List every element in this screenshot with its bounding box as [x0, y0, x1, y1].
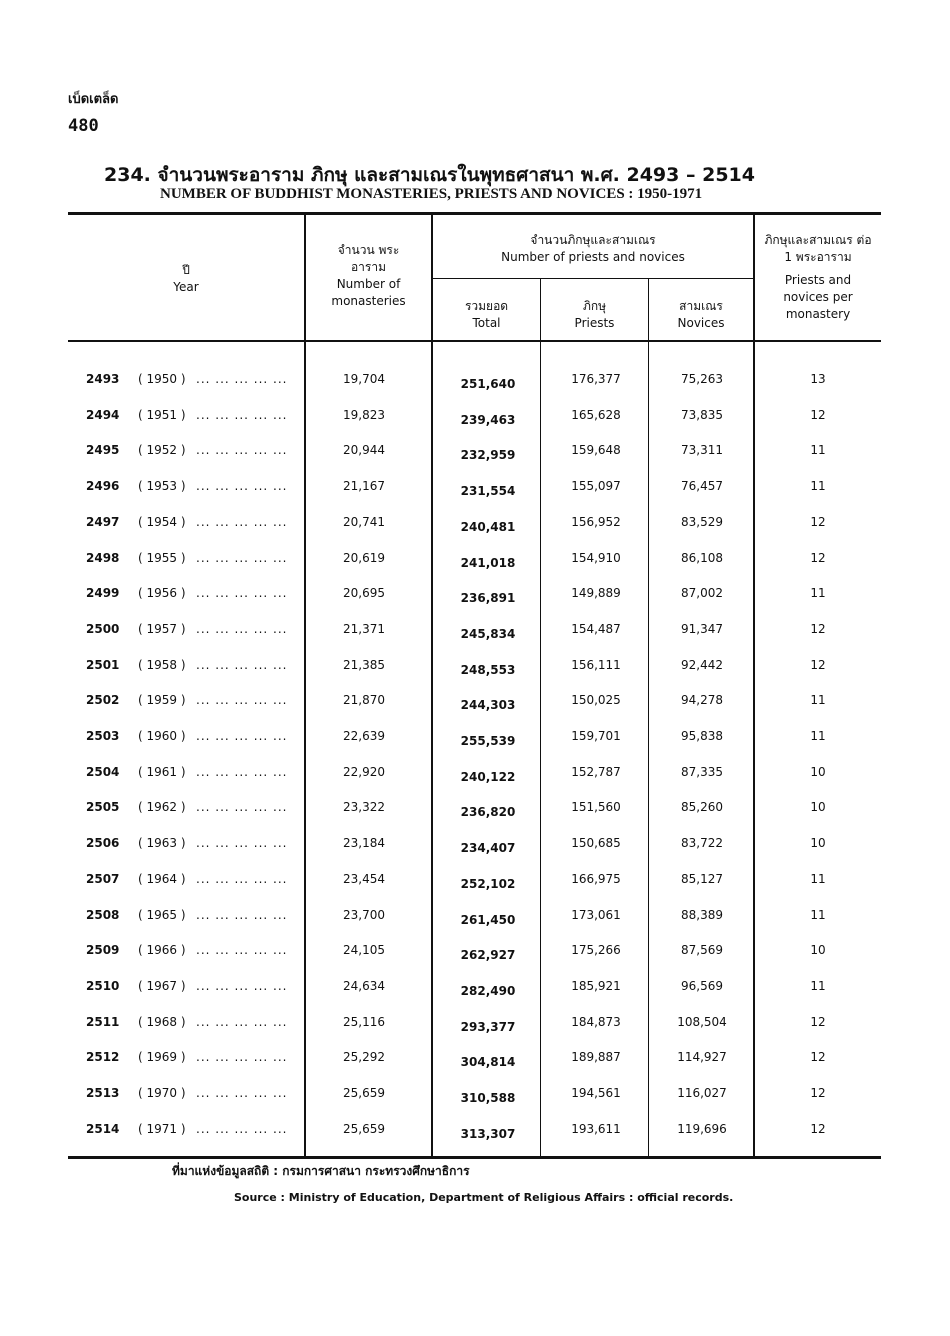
table-row: [68, 443, 881, 463]
row-year-be: 2504: [86, 765, 120, 779]
header-group-english: Number of priests and novices: [501, 250, 685, 264]
row-priests: 156,111: [571, 658, 621, 672]
row-priests: 194,561: [571, 1086, 621, 1100]
row-year-ce: ( 1960 ): [138, 729, 186, 743]
row-year-be: 2500: [86, 622, 120, 636]
row-year-ce: ( 1953 ): [138, 479, 186, 493]
row-year-be: 2512: [86, 1050, 120, 1064]
row-total: 241,018: [460, 556, 516, 570]
source-note-thai: ที่มาแห่งข้อมูลสถิติ : กรมการศาสนา กระทรวงศึกษาธิการ: [172, 1164, 470, 1178]
table-row: [68, 515, 881, 535]
row-priests: 185,921: [571, 979, 621, 993]
table-title-english: NUMBER OF BUDDHIST MONASTERIES, PRIESTS AND NOVICES : 1950-1971: [160, 186, 703, 202]
table-row: [68, 765, 881, 785]
row-novices: 116,027: [677, 1086, 727, 1100]
row-year-ce: ( 1969 ): [138, 1050, 186, 1064]
row-novices: 92,442: [681, 658, 723, 672]
table-row: [68, 479, 881, 499]
row-year-ce: ( 1963 ): [138, 836, 186, 850]
row-total: 232,959: [460, 448, 516, 462]
row-total: 251,640: [460, 377, 516, 391]
row-per-monastery: 10: [810, 765, 826, 779]
row-monasteries: 20,619: [343, 551, 385, 565]
section-header: เบ็ดเตล็ด: [68, 92, 119, 107]
header-year-thai: ปี: [182, 263, 190, 277]
row-year-be: 2511: [86, 1015, 120, 1029]
row-priests: 176,377: [571, 372, 621, 386]
row-leader-dots: ... ... ... ... ...: [196, 765, 288, 779]
row-year-ce: ( 1961 ): [138, 765, 186, 779]
header-novices-thai: สามเณร: [679, 299, 723, 313]
row-monasteries: 20,695: [343, 586, 385, 600]
page-number: 480: [68, 116, 99, 136]
row-priests: 154,487: [571, 622, 621, 636]
row-novices: 119,696: [677, 1122, 727, 1136]
row-year-ce: ( 1952 ): [138, 443, 186, 457]
row-year-ce: ( 1966 ): [138, 943, 186, 957]
row-year-ce: ( 1967 ): [138, 979, 186, 993]
row-per-monastery: 12: [810, 658, 826, 672]
row-year-be: 2494: [86, 408, 120, 422]
row-year-ce: ( 1956 ): [138, 586, 186, 600]
row-novices: 73,311: [681, 443, 723, 457]
source-note-english: Source : Ministry of Education, Department of Religious Affairs : official records.: [234, 1191, 734, 1204]
row-monasteries: 25,292: [343, 1050, 385, 1064]
row-year-be: 2507: [86, 872, 120, 886]
row-year-be: 2503: [86, 729, 120, 743]
row-priests: 159,648: [571, 443, 621, 457]
table-row: [68, 658, 881, 678]
header-priests-novices-group: [433, 232, 753, 266]
row-year-ce: ( 1968 ): [138, 1015, 186, 1029]
row-year-be: 2514: [86, 1122, 120, 1136]
row-monasteries: 21,870: [343, 693, 385, 707]
row-total: 293,377: [460, 1020, 516, 1034]
row-total: 261,450: [460, 913, 516, 927]
row-per-monastery: 11: [810, 443, 826, 457]
header-per-thai: ภิกษุและสามเณร ต่อ 1 พระอาราม: [764, 233, 872, 264]
row-leader-dots: ... ... ... ... ...: [196, 658, 288, 672]
row-total: 248,553: [460, 663, 516, 677]
row-leader-dots: ... ... ... ... ...: [196, 515, 288, 529]
table-title-thai: 234. จำนวนพระอาราม ภิกษุ และสามเณรในพุทธศาสนา พ.ศ. 2493 – 2514: [104, 164, 755, 186]
row-year-ce: ( 1959 ): [138, 693, 186, 707]
table-header-rule: [68, 340, 881, 342]
row-novices: 85,260: [681, 800, 723, 814]
row-monasteries: 21,371: [343, 622, 385, 636]
row-monasteries: 19,704: [343, 372, 385, 386]
row-year-ce: ( 1951 ): [138, 408, 186, 422]
row-per-monastery: 12: [810, 551, 826, 565]
row-year-be: 2497: [86, 515, 120, 529]
row-monasteries: 20,944: [343, 443, 385, 457]
row-novices: 114,927: [677, 1050, 727, 1064]
row-novices: 73,835: [681, 408, 723, 422]
row-year-be: 2501: [86, 658, 120, 672]
row-year-be: 2493: [86, 372, 120, 386]
row-per-monastery: 13: [810, 372, 826, 386]
row-year-be: 2495: [86, 443, 120, 457]
table-row: [68, 372, 881, 392]
row-monasteries: 22,920: [343, 765, 385, 779]
row-year-be: 2513: [86, 1086, 120, 1100]
row-priests: 184,873: [571, 1015, 621, 1029]
row-novices: 94,278: [681, 693, 723, 707]
row-leader-dots: ... ... ... ... ...: [196, 586, 288, 600]
row-monasteries: 23,322: [343, 800, 385, 814]
row-priests: 150,025: [571, 693, 621, 707]
row-monasteries: 22,639: [343, 729, 385, 743]
row-total: 304,814: [460, 1055, 516, 1069]
table-row: [68, 586, 881, 606]
row-novices: 88,389: [681, 908, 723, 922]
row-monasteries: 24,105: [343, 943, 385, 957]
row-total: 313,307: [460, 1127, 516, 1141]
header-total-thai: รวมยอด: [464, 299, 509, 313]
table-bottom-rule: [68, 1156, 881, 1159]
table-row: [68, 408, 881, 428]
row-year-ce: ( 1964 ): [138, 872, 186, 886]
row-leader-dots: ... ... ... ... ...: [196, 408, 288, 422]
row-novices: 91,347: [681, 622, 723, 636]
row-per-monastery: 12: [810, 408, 826, 422]
row-monasteries: 25,659: [343, 1086, 385, 1100]
header-group-thai: จำนวนภิกษุและสามเณร: [530, 233, 656, 247]
row-leader-dots: ... ... ... ... ...: [196, 979, 288, 993]
row-priests: 159,701: [571, 729, 621, 743]
header-year-english: Year: [173, 280, 199, 294]
header-novices: [649, 298, 753, 332]
row-year-ce: ( 1962 ): [138, 800, 186, 814]
table-row: [68, 1015, 881, 1035]
table-row: [68, 551, 881, 571]
table-row: [68, 693, 881, 713]
table-row: [68, 836, 881, 856]
row-leader-dots: ... ... ... ... ...: [196, 551, 288, 565]
table-row: [68, 1122, 881, 1142]
row-per-monastery: 12: [810, 1122, 826, 1136]
row-priests: 150,685: [571, 836, 621, 850]
row-priests: 156,952: [571, 515, 621, 529]
row-novices: 95,838: [681, 729, 723, 743]
table-row: [68, 729, 881, 749]
row-priests: 154,910: [571, 551, 621, 565]
row-year-be: 2509: [86, 943, 120, 957]
row-total: 255,539: [460, 734, 516, 748]
header-per-english: Priests and novices per monastery: [783, 273, 853, 321]
row-novices: 87,569: [681, 943, 723, 957]
row-novices: 85,127: [681, 872, 723, 886]
row-total: 244,303: [460, 698, 516, 712]
row-leader-dots: ... ... ... ... ...: [196, 1122, 288, 1136]
row-total: 231,554: [460, 484, 516, 498]
header-per-monastery: [756, 232, 880, 323]
row-priests: 149,889: [571, 586, 621, 600]
row-monasteries: 23,184: [343, 836, 385, 850]
row-year-ce: ( 1950 ): [138, 372, 186, 386]
row-year-be: 2499: [86, 586, 120, 600]
row-monasteries: 25,116: [343, 1015, 385, 1029]
header-novices-english: Novices: [677, 316, 725, 330]
header-monasteries: [306, 242, 431, 310]
row-total: 240,122: [460, 770, 516, 784]
row-per-monastery: 11: [810, 979, 826, 993]
table-row: [68, 1086, 881, 1106]
row-monasteries: 21,167: [343, 479, 385, 493]
row-priests: 173,061: [571, 908, 621, 922]
row-year-ce: ( 1970 ): [138, 1086, 186, 1100]
row-priests: 189,887: [571, 1050, 621, 1064]
row-total: 282,490: [460, 984, 516, 998]
row-total: 236,891: [460, 591, 516, 605]
row-leader-dots: ... ... ... ... ...: [196, 1086, 288, 1100]
row-per-monastery: 12: [810, 515, 826, 529]
row-per-monastery: 12: [810, 622, 826, 636]
table-row: [68, 1050, 881, 1070]
table-row: [68, 979, 881, 999]
row-novices: 96,569: [681, 979, 723, 993]
row-leader-dots: ... ... ... ... ...: [196, 1050, 288, 1064]
table-top-rule: [68, 212, 881, 215]
row-year-ce: ( 1958 ): [138, 658, 186, 672]
row-monasteries: 20,741: [343, 515, 385, 529]
row-year-ce: ( 1955 ): [138, 551, 186, 565]
header-monasteries-english: Number of monasteries: [331, 277, 406, 308]
row-leader-dots: ... ... ... ... ...: [196, 800, 288, 814]
row-leader-dots: ... ... ... ... ...: [196, 1015, 288, 1029]
row-novices: 108,504: [677, 1015, 727, 1029]
header-priests-thai: ภิกษุ: [582, 299, 607, 313]
row-year-be: 2508: [86, 908, 120, 922]
row-leader-dots: ... ... ... ... ...: [196, 372, 288, 386]
header-total-english: Total: [472, 316, 501, 330]
row-total: 245,834: [460, 627, 516, 641]
row-priests: 165,628: [571, 408, 621, 422]
row-priests: 175,266: [571, 943, 621, 957]
row-priests: 193,611: [571, 1122, 621, 1136]
row-per-monastery: 12: [810, 1050, 826, 1064]
table-row: [68, 872, 881, 892]
row-year-be: 2502: [86, 693, 120, 707]
table-row: [68, 800, 881, 820]
table-row: [68, 622, 881, 642]
row-per-monastery: 11: [810, 908, 826, 922]
row-year-be: 2506: [86, 836, 120, 850]
header-year: [68, 262, 304, 296]
row-monasteries: 19,823: [343, 408, 385, 422]
row-per-monastery: 12: [810, 1086, 826, 1100]
row-year-be: 2496: [86, 479, 120, 493]
header-total: [433, 298, 540, 332]
row-leader-dots: ... ... ... ... ...: [196, 908, 288, 922]
row-novices: 75,263: [681, 372, 723, 386]
row-leader-dots: ... ... ... ... ...: [196, 836, 288, 850]
row-leader-dots: ... ... ... ... ...: [196, 872, 288, 886]
row-monasteries: 23,454: [343, 872, 385, 886]
row-monasteries: 25,659: [343, 1122, 385, 1136]
table-row: [68, 908, 881, 928]
row-year-ce: ( 1971 ): [138, 1122, 186, 1136]
row-leader-dots: ... ... ... ... ...: [196, 693, 288, 707]
row-priests: 151,560: [571, 800, 621, 814]
row-leader-dots: ... ... ... ... ...: [196, 443, 288, 457]
row-priests: 152,787: [571, 765, 621, 779]
row-year-be: 2505: [86, 800, 120, 814]
header-priests-english: Priests: [574, 316, 615, 330]
row-novices: 86,108: [681, 551, 723, 565]
row-novices: 83,529: [681, 515, 723, 529]
row-leader-dots: ... ... ... ... ...: [196, 943, 288, 957]
row-total: 239,463: [460, 413, 516, 427]
row-novices: 83,722: [681, 836, 723, 850]
row-per-monastery: 10: [810, 836, 826, 850]
row-total: 240,481: [460, 520, 516, 534]
row-monasteries: 21,385: [343, 658, 385, 672]
table-row: [68, 943, 881, 963]
header-priests: [541, 298, 648, 332]
row-priests: 166,975: [571, 872, 621, 886]
row-year-ce: ( 1957 ): [138, 622, 186, 636]
row-per-monastery: 11: [810, 586, 826, 600]
row-per-monastery: 12: [810, 1015, 826, 1029]
row-per-monastery: 11: [810, 872, 826, 886]
row-monasteries: 23,700: [343, 908, 385, 922]
row-year-be: 2510: [86, 979, 120, 993]
row-total: 310,588: [460, 1091, 516, 1105]
row-total: 234,407: [460, 841, 516, 855]
group-header-rule: [433, 278, 753, 279]
row-total: 252,102: [460, 877, 516, 891]
row-leader-dots: ... ... ... ... ...: [196, 729, 288, 743]
row-year-ce: ( 1954 ): [138, 515, 186, 529]
row-leader-dots: ... ... ... ... ...: [196, 479, 288, 493]
row-year-ce: ( 1965 ): [138, 908, 186, 922]
row-novices: 87,002: [681, 586, 723, 600]
row-leader-dots: ... ... ... ... ...: [196, 622, 288, 636]
row-novices: 76,457: [681, 479, 723, 493]
row-per-monastery: 11: [810, 693, 826, 707]
header-monasteries-thai: จำนวน พระอาราม: [337, 243, 400, 274]
row-per-monastery: 11: [810, 479, 826, 493]
row-priests: 155,097: [571, 479, 621, 493]
row-total: 236,820: [460, 805, 516, 819]
row-per-monastery: 10: [810, 943, 826, 957]
row-per-monastery: 10: [810, 800, 826, 814]
row-novices: 87,335: [681, 765, 723, 779]
row-total: 262,927: [460, 948, 516, 962]
row-year-be: 2498: [86, 551, 120, 565]
row-monasteries: 24,634: [343, 979, 385, 993]
row-per-monastery: 11: [810, 729, 826, 743]
